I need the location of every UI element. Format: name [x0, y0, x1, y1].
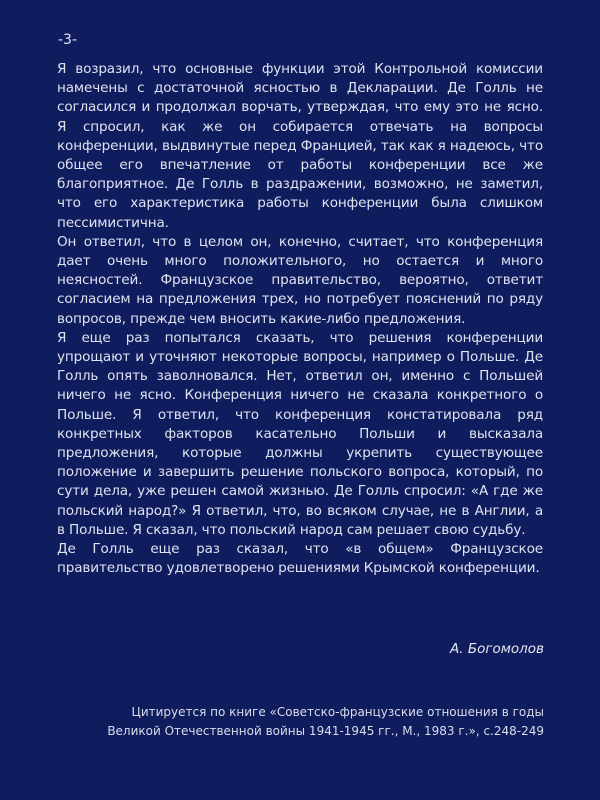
paragraph: Де Голль еще раз сказал, что «в общем» Французское правительство удовлетворено решениями Крымской конференции.: [57, 541, 543, 577]
source-line: Великой Отечественной войны 1941-1945 гг., М., 1983 г.», с.248-249: [107, 724, 544, 738]
paragraph: Я еще раз попытался сказать, что решения конференции упрощают и уточняют некоторые вопросы, например о Польше. Де Голль опять заволновался. Нет, ответил он, именно с Польшей ничего не ясно. Конференция ничего не сказала конкретного о Польше. Я ответил, что конференция констатировала ряд конкретных факторов касательно Польши и высказала предложения, которые должны укрепить существующее положение и завершить решение польского вопроса, который, по сути дела, уже решен самой жизнью. Де Голль спросил: «А где же польский народ?» Я ответил, что, во всяком случае, не в Англии, а в Польше. Я сказал, что польский народ сам решает свою судьбу.: [57, 329, 543, 538]
source-line: Цитируется по книге «Советско-французские отношения в годы: [131, 705, 544, 719]
page-number: -3-: [58, 32, 78, 48]
source-citation: [74, 703, 544, 741]
author-signature: А. Богомолов: [450, 641, 544, 657]
paragraph: Он ответил, что в целом он, конечно, считает, что конференция дает очень много положительного, но остается и много неясностей. Французское правительство, вероятно, ответит согласием на предложения трех, но потребует пояснений по ряду вопросов, прежде чем вносить какие-либо предложения.: [57, 233, 543, 327]
paragraph: Я возразил, что основные функции этой Контрольной комиссии намечены с достаточной ясностью в Декларации. Де Голль не согласился и продолжал ворчать, утверждая, что ему это не ясно. Я спросил, как же он собирается отвечать на вопросы конференции, выдвинутые перед Францией, так как я надеюсь, что общее его впечатление от работы конференции все же благоприятное. Де Голль в раздражении, возможно, не заметил, что его характеристика работы конференции была слишком пессимистична.: [57, 61, 543, 231]
body-text: [57, 60, 543, 578]
